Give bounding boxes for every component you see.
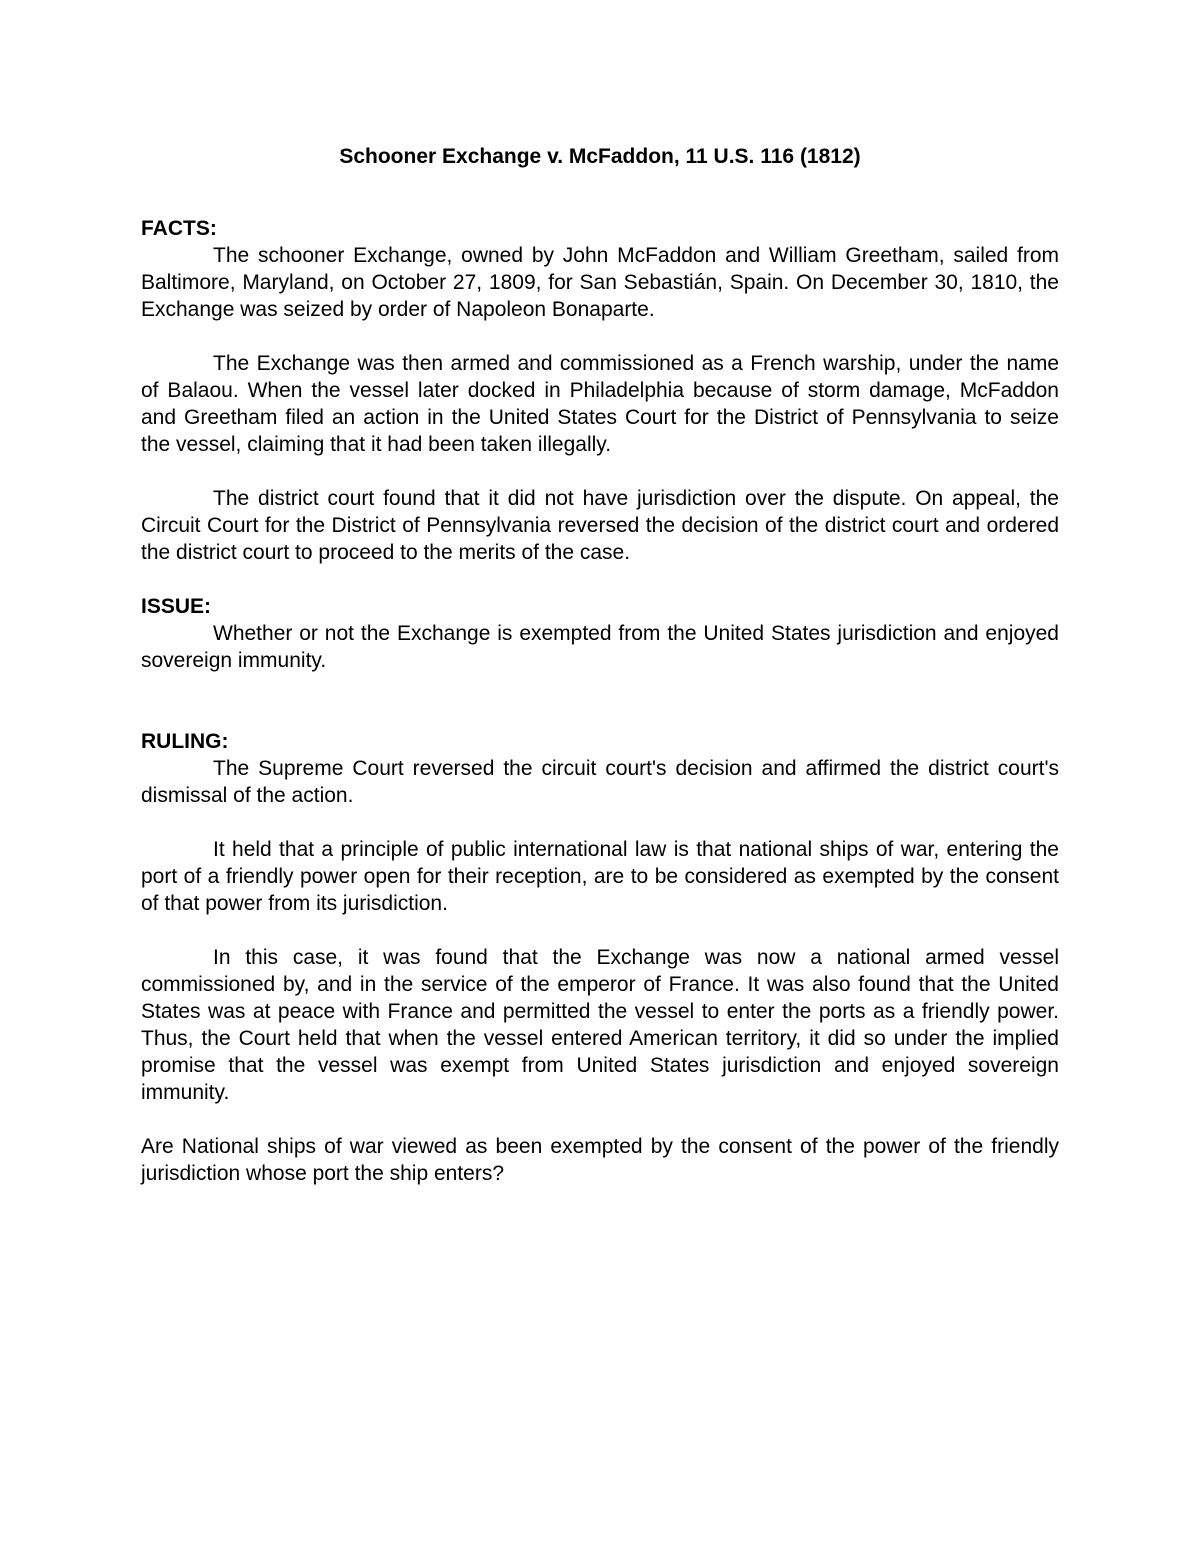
ruling-paragraph-2: It held that a principle of public international law is that national ships of war, entering the port of a friendly power open for their reception, are to be considered as exempted by the consent of that power from its jurisdiction. bbox=[141, 838, 1059, 915]
ruling-paragraph-1: The Supreme Court reversed the circuit court's decision and affirmed the district court's dismissal of the action. bbox=[141, 757, 1059, 807]
ruling-heading: RULING: bbox=[141, 730, 229, 753]
facts-heading: FACTS: bbox=[141, 217, 217, 240]
document-title: Schooner Exchange v. McFaddon, 11 U.S. 116 (1812) bbox=[339, 145, 861, 168]
facts-paragraph-3: The district court found that it did not have jurisdiction over the dispute. On appeal, the Circuit Court for the District of Pennsylvania reversed the decision of the district court and ordered the district court to proceed to the merits of the case. bbox=[141, 487, 1059, 564]
facts-paragraph-2: The Exchange was then armed and commissioned as a French warship, under the name of Balaou. When the vessel later docked in Philadelphia because of storm damage, McFaddon and Greetham filed an action in the United States Court for the District of Pennsylvania to seize the vessel, claiming that it had been taken illegally. bbox=[141, 352, 1059, 456]
issue-heading: ISSUE: bbox=[141, 595, 212, 618]
issue-paragraph-1: Whether or not the Exchange is exempted from the United States jurisdiction and enjoyed sovereign immunity. bbox=[141, 622, 1059, 672]
document-body bbox=[141, 215, 1059, 1187]
ruling-paragraph-3: In this case, it was found that the Exchange was now a national armed vessel commissioned by, and in the service of the emperor of France. It was also found that the United States was at peace with France and permitted the vessel to enter the ports as a friendly power. Thus, the Court held that when the vessel entered American territory, it did so under the implied promise that the vessel was exempt from United States jurisdiction and enjoyed sovereign immunity. bbox=[141, 946, 1059, 1104]
closing-question: Are National ships of war viewed as been exempted by the consent of the power of the friendly jurisdiction whose port the ship enters? bbox=[141, 1135, 1059, 1185]
facts-paragraph-1: The schooner Exchange, owned by John McFaddon and William Greetham, sailed from Baltimore, Maryland, on October 27, 1809, for San Sebastián, Spain. On December 30, 1810, the Exchange was seized by order of Napoleon Bonaparte. bbox=[141, 244, 1059, 321]
